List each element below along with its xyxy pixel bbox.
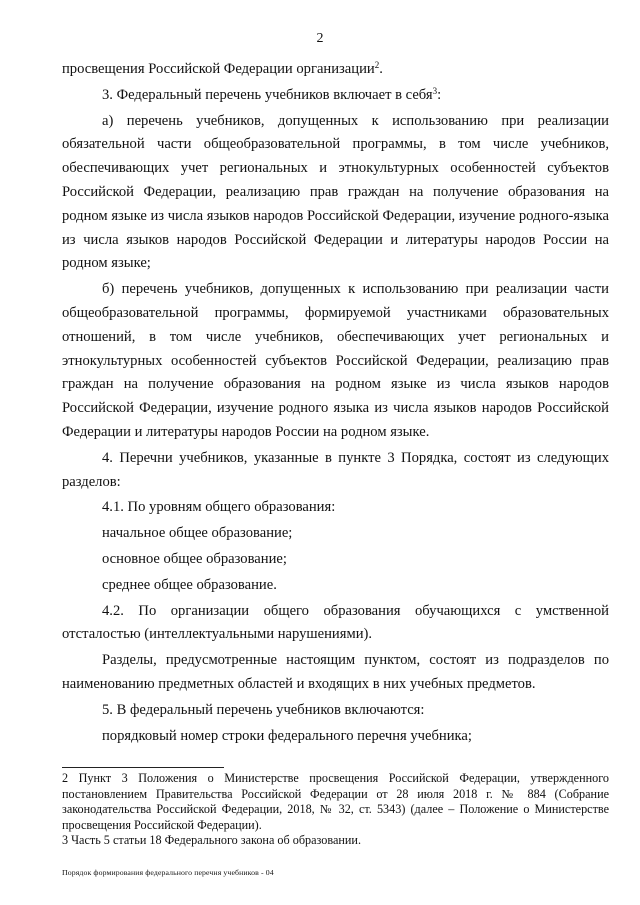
list-item-primary: начальное общее образование; <box>102 525 293 542</box>
paragraph-row-number: порядковый номер строки федерального перечня учебника; <box>102 727 472 744</box>
paragraph-continuation: просвещения Российской Федерации организации$^2$. <box>62 60 383 77</box>
paragraph-item-3a: а) перечень учебников, допущенных к использованию при реализации обязательной части общеобразовательной программы, в том числе учебников, обеспечивающих учет региональных и этнокультурных особенностей субъектов Российской Федерации, реализацию прав граждан на получение образования на родном языке из числа языков народов Российской Федерации, изучение родного-языка из числа языков народов Российской Федерации и литературы народов России на родном языке; <box>62 112 609 272</box>
paragraph-item-3: 3. Федеральный перечень учебников включает в себя$^3$: <box>102 85 442 103</box>
footnote-separator <box>62 767 224 768</box>
footnote-ref-2: 2 <box>374 60 380 70</box>
footnote-2: 2 Пункт 3 Положения о Министерстве просвещения Российской Федерации, утвержденного постановлением Правительства Российской Федерации от 28 июля 2018 г. № 884 (Собрание законодательства Российской Федерации, 2018, № 32, ст. 5343) (далее – Положение о Министерстве просвещения Российской Федерации). <box>62 771 609 832</box>
footnote-ref-3: 3 <box>432 85 438 96</box>
paragraph-item-3b: б) перечень учебников, допущенных к использованию при реализации части общеобразовательной программы, формируемой участниками образовательных отношений, в том числе учебников, обеспечивающих учет региональных и этнокультурных особенностей субъектов Российской Федерации, реализацию прав граждан на получение образования на родном языке из числа языков народов Российской Федерации, изучение родного языка из числа языков народов Российской Федерации и литературы народов России на родном языке. <box>62 281 609 440</box>
paragraph-sections: Разделы, предусмотренные настоящим пунктом, состоят из подразделов по наименованию предметных областей и входящих в них учебных предметов. <box>62 652 609 692</box>
page-footer: Порядок формирования федерального перечня учебников - 04 <box>62 868 274 877</box>
document-body <box>62 58 609 748</box>
page-number: 2 <box>316 31 324 46</box>
list-item-basic: основное общее образование; <box>102 550 287 567</box>
paragraph-item-4: 4. Перечни учебников, указанные в пункте 3 Порядка, состоят из следующих разделов: <box>62 449 609 490</box>
paragraph-item-4-2: 4.2. По организации общего образования обучающихся с умственной отсталостью (интеллектуальными нарушениями). <box>62 602 609 643</box>
footnotes <box>62 771 609 849</box>
list-item-secondary: среднее общее образование. <box>102 576 277 593</box>
paragraph-item-5: 5. В федеральный перечень учебников включаются: <box>102 701 425 718</box>
footnote-3: 3 Часть 5 статьи 18 Федерального закона об образовании. <box>62 833 361 848</box>
paragraph-item-4-1: 4.1. По уровням общего образования: <box>102 499 336 516</box>
